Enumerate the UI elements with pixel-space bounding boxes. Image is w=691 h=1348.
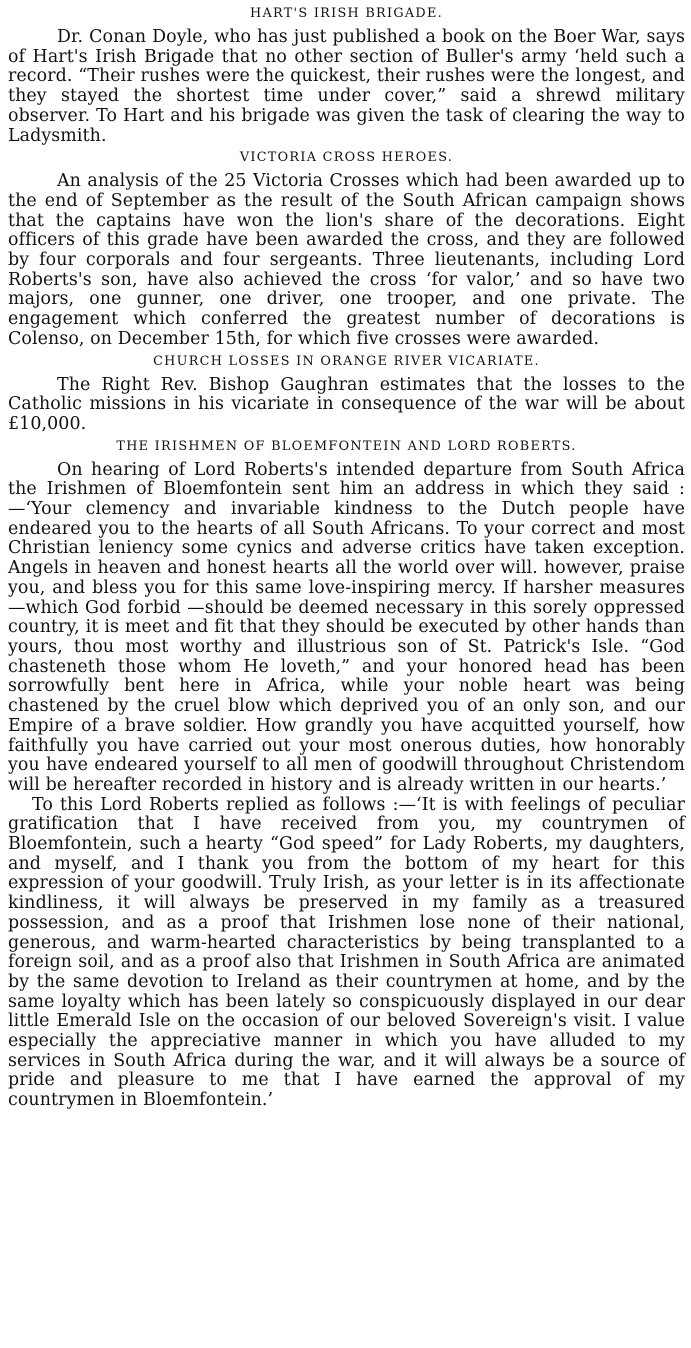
article-paragraph: The Right Rev. Bishop Gaughran estimates that the losses to the Catholic missions in his vicariate in consequence of the war will be about £10,000. xyxy=(8,374,685,434)
article-heading: HART'S IRISH BRIGADE. xyxy=(250,6,443,21)
article-harts-irish-brigade xyxy=(8,4,685,146)
article-victoria-cross-heroes xyxy=(8,148,685,349)
article-church-losses xyxy=(8,352,685,435)
article-heading: CHURCH LOSSES IN ORANGE RIVER VICARIATE. xyxy=(153,353,540,369)
article-heading: VICTORIA CROSS HEROES. xyxy=(239,150,454,166)
article-paragraph: On hearing of Lord Roberts's intended departure from South Africa the Irishmen of Bloemfontein sent him an address in which they said :—‘Your clemency and invariable kindness to the Dutch people have endeared you to the hearts of all South Africans. To your correct and most Christian leniency some cynics and adverse critics have taken exception. Angels in heaven and honest hearts all the world over will. however, praise you, and bless you for this same love-inspiring mercy. If harsher measures—which God forbid —should be deemed necessary in this sorely oppressed country, it is meet and fit that they should be executed by other hands than yours, thou most worthy and illustrious son of St. Patrick's Isle. “God chasteneth those whom He loveth,” and your honored head has been sorrowfully bent here in Africa, while your noble heart was being chastened by the cruel blow which deprived you of an only son, and our Empire of a brave soldier. How grandly you have acquitted yourself, how faithfully you have carried out your most onerous duties, how honorably you have endeared yourself to all men of goodwill throughout Christendom will be hereafter recorded in history and is already written in our hearts.’ xyxy=(8,459,685,795)
article-paragraph: Dr. Conan Doyle, who has just published a book on the Boer War, says of Hart's Irish Brigade that no other section of Buller's army ‘held such a record. “Their rushes were the quickest, their rushes were the longest, and they stayed the shortest time under cover,” said a shrewd military observer. To Hart and his brigade was given the task of clearing the way to Ladysmith. xyxy=(8,27,685,146)
article-heading: THE IRISHMEN OF BLOEMFONTEIN AND LORD ROBERTS. xyxy=(116,438,577,454)
article-paragraph: An analysis of the 25 Victoria Crosses which had been awarded up to the end of September as the result of the South African campaign shows that the captains have won the lion's share of the decorations. Eight officers of this grade have been awarded the cross, and they are followed by four corporals and four sergeants. Three lieutenants, including Lord Roberts's son, have also achieved the cross ‘for valor,’ and so have two majors, one gunner, one driver, one trooper, and one private. The engagement which conferred the greatest number of decorations is Colenso, on December 15th, for which five crosses were awarded. xyxy=(8,171,685,349)
article-irishmen-of-bloemfontein xyxy=(8,437,685,1111)
article-paragraph: To this Lord Roberts replied as follows :—‘It is with feelings of peculiar gratification that I have received from you, my countrymen of Bloemfontein, such a hearty “God speed” for Lady Roberts, my daughters, and myself, and I thank you from the bottom of my heart for this expression of your goodwill. Truly Irish, as your letter is in its affectionate kindliness, it will always be preserved in my family as a treasured possession, and as a proof that Irishmen lose none of their national, generous, and warm-hearted characteristics by being transplanted to a foreign soil, and as a proof also that Irishmen in South Africa are animated by the same devotion to Ireland as their countrymen at home, and by the same loyalty which has been lately so conspicuously displayed in our dear little Emerald Isle on the occasion of our beloved Sovereign's visit. I value especially the appreciative manner in which you have alluded to my services in South Africa during the war, and it will always be a source of pride and pleasure to me that I have earned the approval of my countrymen in Bloemfontein.’ xyxy=(8,794,685,1111)
